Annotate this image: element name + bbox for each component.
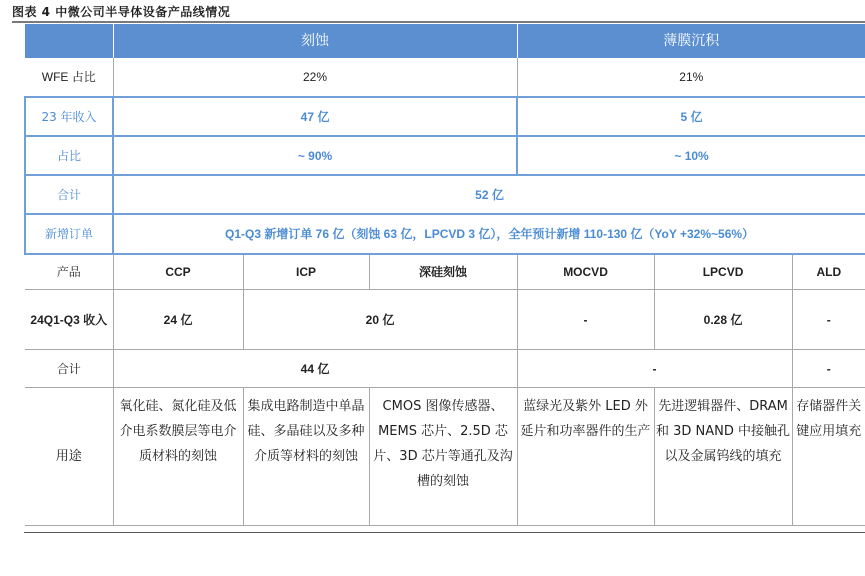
orders-row: [25, 214, 865, 254]
product-ccp: CCP: [113, 254, 243, 290]
revenue23-label: 23 年收入: [25, 97, 113, 136]
products-label: 产品: [25, 254, 113, 290]
revenue24-icp-deep: 20 亿: [243, 290, 517, 350]
table-header-row: [25, 24, 865, 58]
usage-icp: 集成电路制造中单晶硅、多晶硅以及多种介质等材料的刻蚀: [243, 388, 369, 526]
revenue24-lpcvd: 0.28 亿: [654, 290, 792, 350]
wfe-etch: 22%: [113, 58, 517, 97]
total24-row: [25, 350, 865, 388]
total24-etch: 44 亿: [113, 350, 517, 388]
orders-value: Q1-Q3 新增订单 76 亿（刻蚀 63 亿，LPCVD 3 亿），全年预计新增 110-130 亿（YoY +32%~56%）: [113, 214, 865, 254]
header-deposition: 薄膜沉积: [517, 24, 865, 58]
wfe-deposition: 21%: [517, 58, 865, 97]
total24-label: 合计: [25, 350, 113, 388]
total24-ald: -: [792, 350, 865, 388]
revenue24-row: [25, 290, 865, 350]
usage-ccp: 氧化硅、氮化硅及低介电系数膜层等电介质材料的刻蚀: [113, 388, 243, 526]
share-row: [25, 136, 865, 175]
total24-deposition: -: [517, 350, 792, 388]
revenue23-deposition: 5 亿: [517, 97, 865, 136]
bottom-divider: [24, 532, 865, 533]
usage-lpcvd: 先进逻辑器件、DRAM 和 3D NAND 中接触孔以及金属钨线的填充: [654, 388, 792, 526]
product-lpcvd: LPCVD: [654, 254, 792, 290]
header-etch: 刻蚀: [113, 24, 517, 58]
usage-ald: 存储器件关键应用填充: [792, 388, 865, 526]
total23-row: [25, 175, 865, 214]
orders-label: 新增订单: [25, 214, 113, 254]
usage-label: 用途: [25, 388, 113, 526]
revenue23-row: [25, 97, 865, 136]
product-mocvd: MOCVD: [517, 254, 654, 290]
total23-label: 合计: [25, 175, 113, 214]
wfe-label: WFE 占比: [25, 58, 113, 97]
usage-mocvd: 蓝绿光及紫外 LED 外延片和功率器件的生产: [517, 388, 654, 526]
product-line-table: [24, 24, 865, 526]
total23-value: 52 亿: [113, 175, 865, 214]
share-label: 占比: [25, 136, 113, 175]
wfe-row: [25, 58, 865, 97]
revenue23-etch: 47 亿: [113, 97, 517, 136]
figure-title: 图表 4 中微公司半导体设备产品线情况: [12, 5, 231, 19]
products-row: [25, 254, 865, 290]
share-deposition: ~ 10%: [517, 136, 865, 175]
revenue24-mocvd: -: [517, 290, 654, 350]
usage-deep-silicon-etch: CMOS 图像传感器、MEMS 芯片、2.5D 芯片、3D 芯片等通孔及沟槽的刻蚀: [369, 388, 517, 526]
product-deep-silicon-etch: 深硅刻蚀: [369, 254, 517, 290]
product-ald: ALD: [792, 254, 865, 290]
revenue24-ald: -: [792, 290, 865, 350]
share-etch: ~ 90%: [113, 136, 517, 175]
product-icp: ICP: [243, 254, 369, 290]
title-divider: [12, 21, 865, 23]
revenue24-ccp: 24 亿: [113, 290, 243, 350]
header-corner: [25, 24, 113, 58]
revenue24-label: 24Q1-Q3 收入: [25, 290, 113, 350]
usage-row: [25, 388, 865, 526]
